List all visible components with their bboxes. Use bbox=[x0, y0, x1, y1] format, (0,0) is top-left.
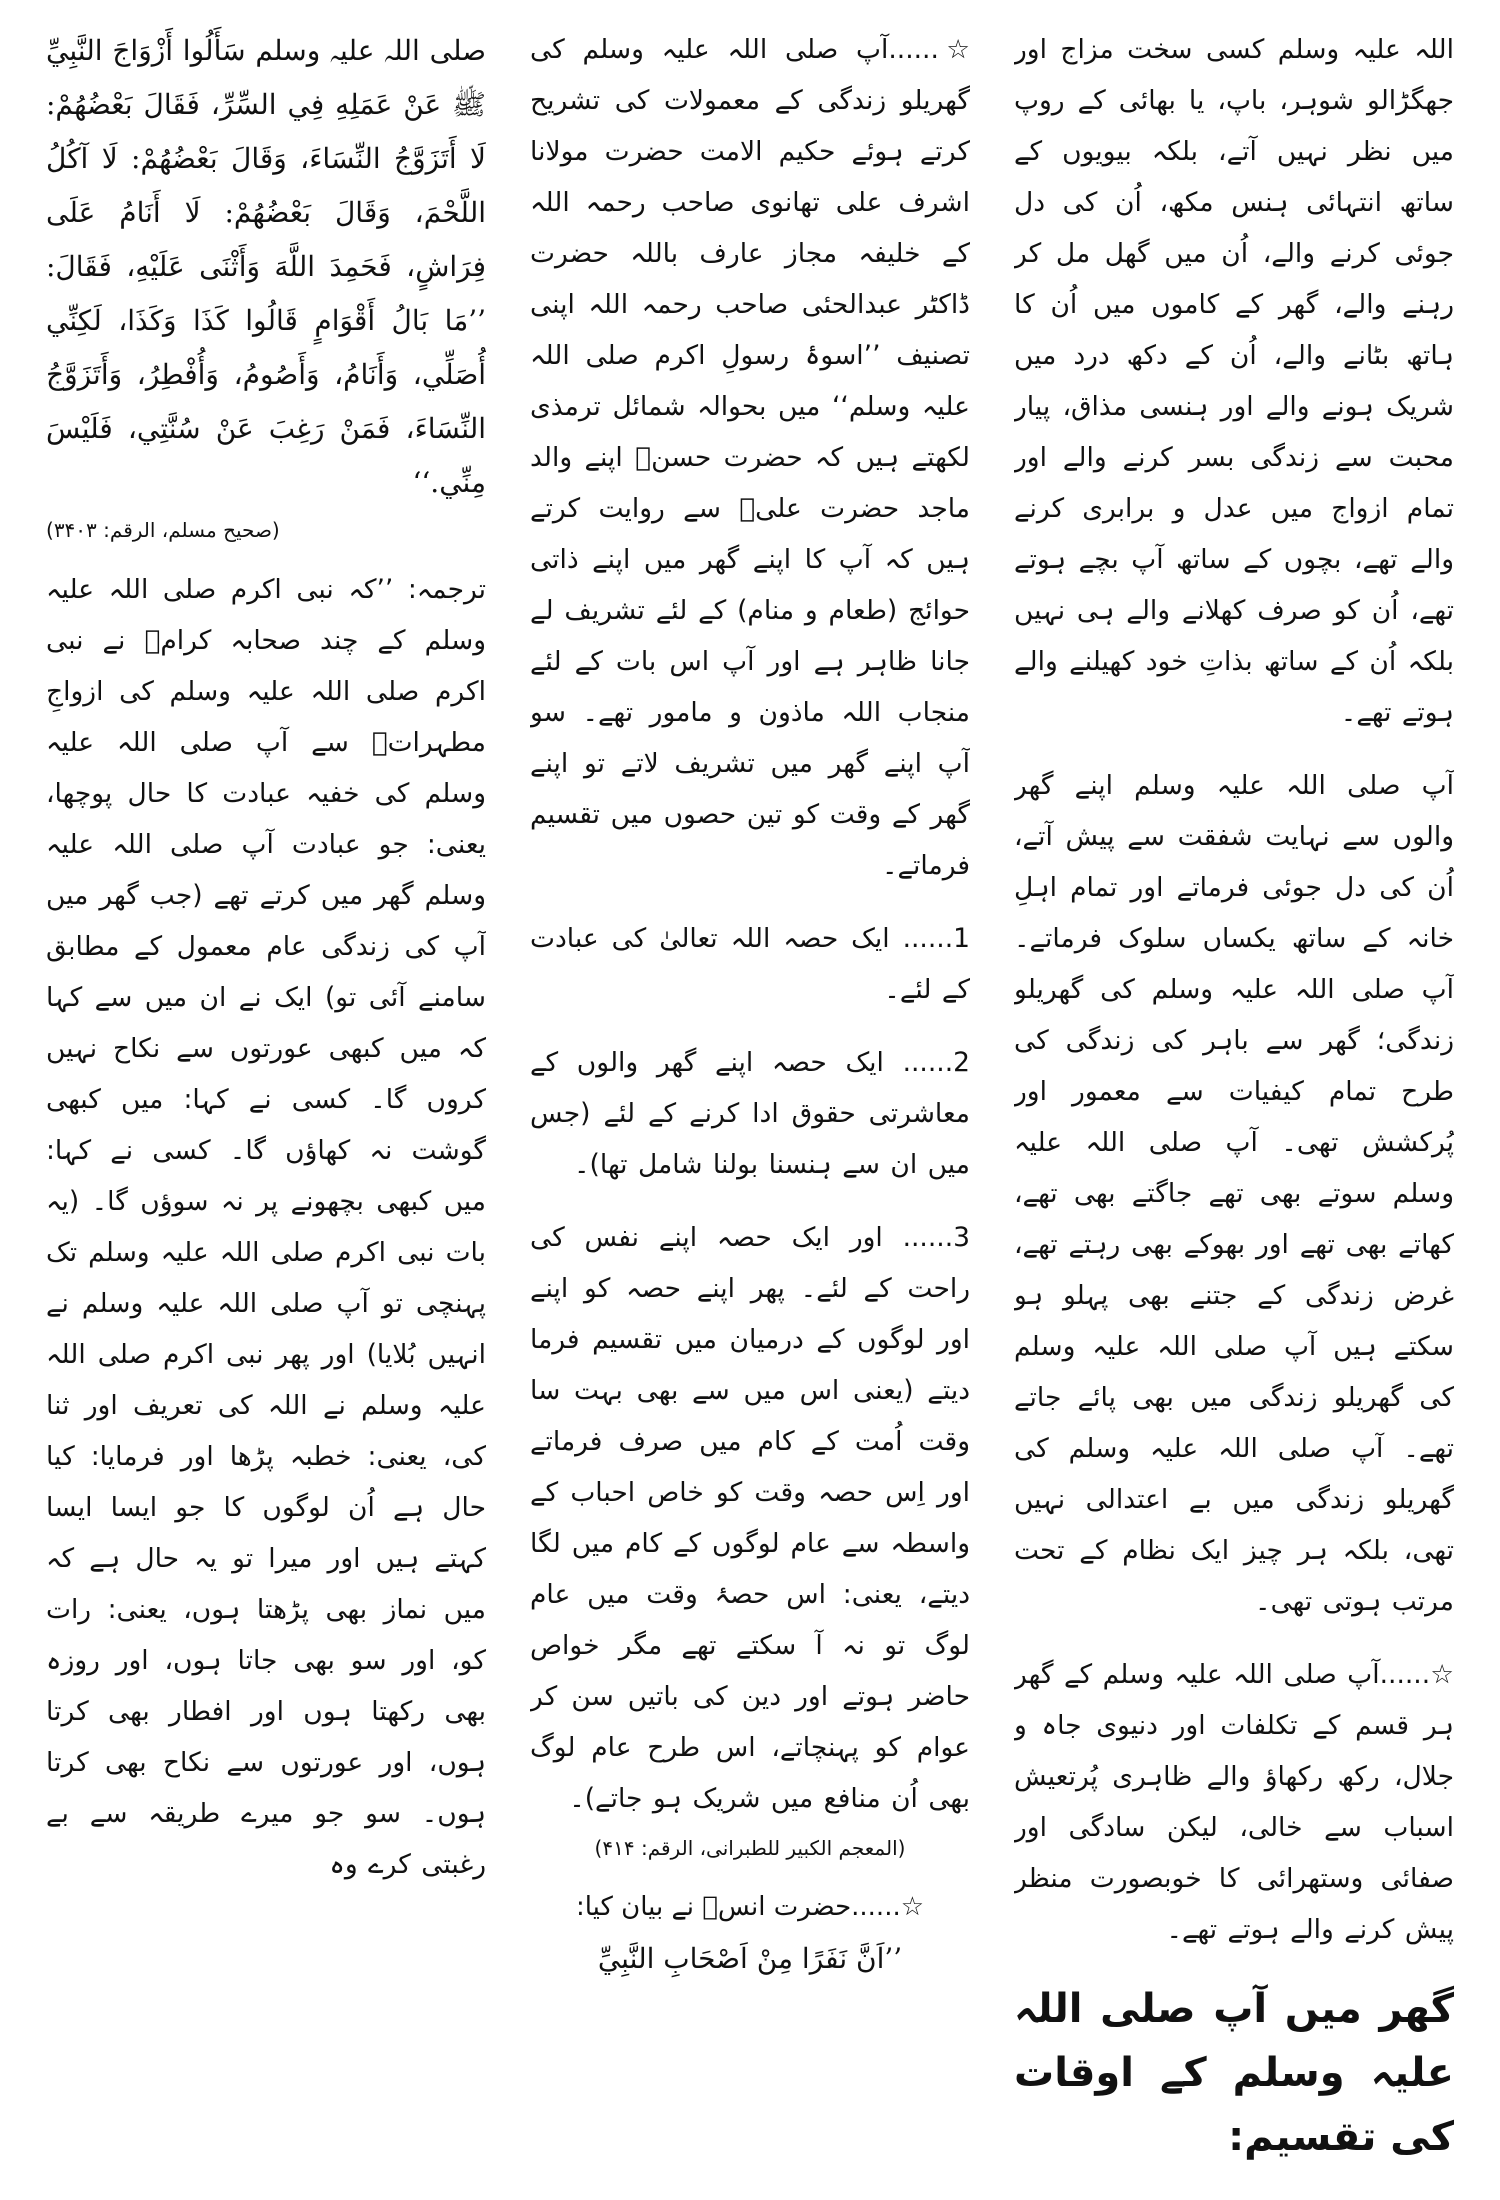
translation-paragraph: ترجمہ: ’’کہ نبی اکرم صلی اللہ علیہ وسلم کے چند صحابہ کرامؓ نے نبی اکرم صلی اللہ علیہ وسلم کی ازواجِ مطہراتؓ سے آپ صلی اللہ علیہ وسلم کی خفیہ عبادت کا حال پوچھا، یعنی: جو عبادت آپ صلی اللہ علیہ وسلم گھر میں کرتے تھے (جب گھر میں آپ کی زندگی عام معمول کے مطابق سامنے آئی تو) ایک نے ان میں سے کہا کہ میں کبھی عورتوں سے نکاح نہیں کروں گا۔ کسی نے کہا: میں کبھی گوشت نہ کھاؤں گا۔ کسی نے کہا: میں کبھی بچھونے پر نہ سوؤں گا۔ (یہ بات نبی اکرم صلی اللہ علیہ وسلم تک پہنچی تو آپ صلی اللہ علیہ وسلم نے انہیں بُلایا) اور پھر نبی اکرم صلی اللہ علیہ وسلم نے اللہ کی تعریف اور ثنا کی، یعنی: خطبہ پڑھا اور فرمایا: کیا حال ہے اُن لوگوں کا جو ایسا ایسا کہتے ہیں اور میرا تو یہ حال ہے کہ میں نماز بھی پڑھتا ہوں، یعنی: رات کو، اور سو بھی جاتا ہوں، اور روزہ بھی رکھتا ہوں اور افطار بھی کرتا ہوں، اور عورتوں سے نکاح بھی کرتا ہوں۔ سو جو میرے طریقہ سے بے رغبتی کرے وہ bbox=[46, 574, 486, 1880]
paragraph: آپ صلی اللہ علیہ وسلم اپنے گھر والوں سے نہایت شفقت سے پیش آتے، اُن کی دل جوئی فرماتے اور تمام اہلِ خانہ کے ساتھ یکساں سلوک فرماتے۔ آپ صلی اللہ علیہ وسلم کی گھریلو زندگی؛ گھر سے باہر کی زندگی کی طرح تمام کیفیات سے معمور اور پُرکشش تھی۔ آپ صلی اللہ علیہ وسلم سوتے بھی تھے جاگتے بھی تھے، کھاتے بھی تھے اور بھوکے بھی رہتے تھے، غرض زندگی کے جتنے بھی پہلو ہو سکتے ہیں آپ صلی اللہ علیہ وسلم کی گھریلو زندگی میں بھی پائے جاتے تھے۔ آپ صلی اللہ علیہ وسلم کی گھریلو زندگی میں بے اعتدالی نہیں تھی، بلکہ ہر چیز ایک نظام کے تحت مرتب ہوتی تھی۔ bbox=[1014, 770, 1454, 1617]
arabic-text: ’’اَنَّ نَفَرًا مِنْ اَصْحَابِ النَّبِيِّ bbox=[597, 1942, 903, 1975]
text-columns bbox=[46, 24, 1454, 2180]
list-item: 2...... ایک حصہ اپنے گھر والوں کے معاشرتی حقوق ادا کرنے کے لئے (جس میں ان سے ہنسنا بولنا شامل تھا)۔ bbox=[530, 1047, 970, 1180]
citation: (صحیح مسلم، الرقم: ۳۴۰۳) bbox=[46, 518, 280, 542]
section-heading: گھر میں آپ صلی اللہ علیہ وسلم کے اوقات کی تقسیم: bbox=[1014, 1986, 1454, 2160]
paragraph: ☆......آپ صلی اللہ علیہ وسلم کے گھر ہر قسم کے تکلفات اور دنیوی جاہ و جلال، رکھ رکھاؤ والے ظاہری پُرتعیش اسباب سے خالی، لیکن سادگی اور صفائی وستھرائی کا خوبصورت منظر پیش کرنے والے ہوتے تھے۔ bbox=[1014, 1659, 1454, 1945]
list-item: 1...... ایک حصہ اللہ تعالیٰ کی عبادت کے لئے۔ bbox=[530, 923, 970, 1005]
paragraph: اللہ علیہ وسلم کسی سخت مزاج اور جھگڑالو شوہر، باپ، یا بھائی کے روپ میں نظر نہیں آتے، بلکہ بیویوں کے ساتھ انتہائی ہنس مکھ، اُن کی دل جوئی کرنے والے، اُن میں گھل مل کر رہنے والے، گھر کے کاموں میں اُن کا ہاتھ بٹانے والے، اُن کے دکھ درد میں شریک ہونے والے اور ہنسی مذاق، پیار محبت سے زندگی بسر کرنے والے اور تمام ازواج میں عدل و برابری کرنے والے تھے، بچوں کے ساتھ آپ بچے ہوتے تھے، اُن کو صرف کھلانے والے ہی نہیں بلکہ اُن کے ساتھ بذاتِ خود کھیلنے والے ہوتے تھے۔ bbox=[1014, 34, 1454, 728]
arabic-text: صلی اللہ علیہ وسلم سَأَلُوا أَزْوَاجَ النَّبِيِّ ﷺ عَنْ عَمَلِهِ فِي السِّرِّ، فَقَالَ بَعْضُهُمْ: لَا أَتَزَوَّجُ النِّسَاءَ، وَقَالَ بَعْضُهُمْ: لَا آكُلُ اللَّحْمَ، وَقَالَ بَعْضُهُمْ: لَا أَنَامُ عَلَى فِرَاشٍ، فَحَمِدَ اللَّهَ وَأَثْنَى عَلَيْهِ، فَقَالَ: ’’مَا بَالُ أَقْوَامٍ قَالُوا كَذَا وَكَذَا، لَكِنِّي أُصَلِّي، وَأَنَامُ، وَأَصُومُ، وَأُفْطِرُ، وَأَتَزَوَّجُ النِّسَاءَ، فَمَنْ رَغِبَ عَنْ سُنَّتِي، فَلَيْسَ مِنِّي.‘‘ bbox=[46, 34, 486, 499]
column-right bbox=[1014, 24, 1454, 2174]
column-middle bbox=[530, 24, 970, 2174]
list-item: 3...... اور ایک حصہ اپنے نفس کی راحت کے لئے۔ پھر اپنے حصہ کو اپنے اور لوگوں کے درمیان میں تقسیم فرما دیتے (یعنی اس میں سے بھی بہت سا وقت اُمت کے کام میں صرف فرماتے اور اِس حصہ وقت کو خاص احباب کے واسطہ سے عام لوگوں کے کام میں لگا دیتے، یعنی: اس حصۂ وقت میں عام لوگ تو نہ آ سکتے تھے مگر خواص حاضر ہوتے اور دین کی باتیں سن کر عوام کو پہنچاتے، اس طرح عام لوگ بھی اُن منافع میں شریک ہو جاتے)۔ bbox=[530, 1222, 970, 1814]
citation: (المعجم الکبیر للطبرانی، الرقم: ۴۱۴) bbox=[594, 1836, 906, 1860]
column-left bbox=[46, 24, 486, 2174]
narrator-line: ☆......حضرت انسؓ نے بیان کیا: bbox=[575, 1892, 925, 1922]
paragraph: ☆......آپ صلی اللہ علیہ وسلم کی گھریلو زندگی کے معمولات کی تشریح کرتے ہوئے حکیم الامت حضرت مولانا اشرف علی تھانوی صاحب رحمہ اللہ کے خلیفہ مجاز عارف باللہ حضرت ڈاکٹر عبدالحئی صاحب رحمہ اللہ اپنی تصنیف ’’اسوۂ رسولِ اکرم صلی اللہ علیہ وسلم‘‘ میں بحوالہ شمائل ترمذی لکھتے ہیں کہ حضرت حسنؓ اپنے والد ماجد حضرت علیؓ سے روایت کرتے ہیں کہ آپ کا اپنے گھر میں اپنے ذاتی حوائج (طعام و منام) کے لئے تشریف لے جانا ظاہر ہے اور آپ اس بات کے لئے منجاب اللہ ماذون و مامور تھے۔ سو آپ اپنے گھر میں تشریف لاتے تو اپنے گھر کے وقت کو تین حصوں میں تقسیم فرماتے۔ bbox=[530, 34, 970, 881]
